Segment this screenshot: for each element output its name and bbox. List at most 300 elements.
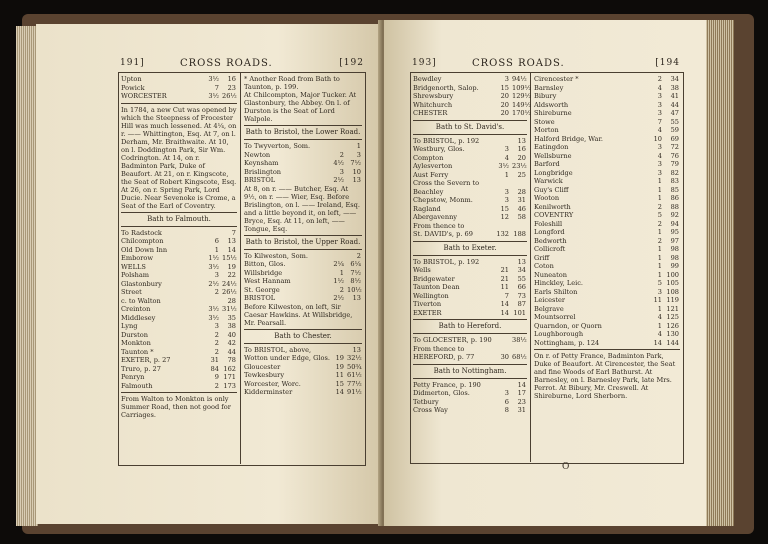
route-row: [121, 229, 237, 238]
route-row: [534, 322, 680, 331]
place-name: Tewkesbury: [244, 371, 285, 379]
place-name: Mountsorrel: [534, 313, 576, 321]
place-name: Whitchurch: [413, 100, 453, 109]
stage-miles: 14: [500, 300, 509, 308]
stage-miles: 8: [504, 406, 509, 414]
place-name: Old Down Inn: [121, 245, 168, 254]
stage-miles: 3: [657, 92, 662, 100]
place-name: Beachley: [413, 187, 444, 196]
total-miles: 101: [513, 308, 526, 317]
route-row: [121, 254, 237, 263]
total-miles: 44: [670, 100, 679, 109]
place-name: Bridgenorth, Salop.: [413, 83, 479, 92]
page-number-192: [192: [339, 58, 364, 68]
page-number-191: 191]: [120, 58, 145, 68]
left-col-a: [121, 75, 237, 419]
route-row: [534, 84, 680, 93]
place-name: COVENTRY: [534, 211, 574, 219]
place-name: Aldsworth: [534, 100, 569, 109]
total-miles: 121: [666, 304, 679, 313]
route-row: [244, 363, 362, 372]
route-row: [534, 118, 680, 127]
divider-rule: [413, 378, 527, 379]
place-name: EXETER, p. 27: [121, 356, 171, 364]
stage-miles: 3: [504, 145, 509, 153]
stage-miles: 3: [657, 143, 662, 151]
stage-miles: 1: [504, 170, 509, 179]
route-row: [534, 288, 680, 297]
route-row: [413, 196, 527, 205]
stage-miles: 4: [657, 83, 662, 92]
place-name: Penryn: [121, 373, 145, 381]
place-name: Cirencester *: [534, 75, 579, 83]
route-row: [413, 283, 527, 292]
route-row: [534, 220, 680, 229]
right-col-b: [534, 75, 680, 400]
route-row: [413, 154, 527, 163]
divider-rule: [244, 139, 362, 140]
stage-miles: 3: [214, 322, 219, 330]
total-miles: 109½: [512, 83, 531, 92]
route-note: On r. of Petty France, Badminton Park, Duke of Beaufort. At Cirencester, the Seat and fine Woods of Earl Bathurst. At Barnesley, on l. Barnesley Park, late Mrs. Perrot. At Bibury, Mr. Creswell. At Shireburne, Lord Sherborn.: [534, 352, 676, 400]
stage-miles: 4: [657, 330, 662, 338]
route-row: [534, 186, 680, 195]
place-name: Taunton *: [121, 347, 154, 356]
total-miles: 94½: [512, 75, 527, 83]
total-miles: 79: [670, 160, 679, 168]
place-name: Truro, p. 27: [121, 364, 161, 373]
stage-miles: 14: [653, 338, 662, 347]
route-row: [121, 365, 237, 374]
total-miles: 28: [227, 296, 236, 305]
place-name: Cross Way: [413, 406, 448, 414]
total-miles: 82: [670, 168, 679, 177]
route-row: [534, 126, 680, 135]
total-miles: 26½: [222, 92, 237, 100]
route-row: [244, 346, 362, 355]
place-name: Eatingdon: [534, 143, 569, 151]
place-name: Guy's Cliff: [534, 185, 569, 194]
route-note: At 8, on r. —— Butcher, Esq. At 9½, on r. —— Wier, Esq. Before Brislington, on l. —— Ireland, Esq. and a little beyond it, on left, —— Bryce, Esq. At 11, on left, —— Tongue, Esq.: [244, 184, 361, 233]
total-miles: 34: [517, 266, 526, 274]
page-number-193: 193]: [412, 58, 437, 68]
place-name: Stowe: [534, 117, 555, 126]
stage-miles: 4: [657, 126, 662, 134]
stage-miles: 11: [500, 283, 509, 291]
stage-miles: 31: [210, 356, 219, 364]
divider-rule: [121, 226, 237, 227]
total-miles: 13: [352, 294, 361, 302]
total-miles: 69: [670, 134, 679, 143]
total-miles: 38: [670, 83, 679, 92]
stage-miles: 20: [500, 109, 509, 117]
place-name: Bedworth: [534, 236, 567, 245]
total-miles: 88: [670, 202, 679, 211]
place-name: Coton: [534, 262, 554, 270]
total-miles: 13: [227, 237, 236, 245]
route-row: [413, 222, 527, 231]
total-miles: 94: [670, 219, 679, 228]
place-name: To Twyverton, Som.: [244, 142, 311, 150]
stage-miles: 1: [657, 321, 662, 330]
route-row: [534, 160, 680, 169]
stage-miles: 7: [214, 83, 219, 92]
place-name: Tiverton: [413, 300, 442, 308]
total-miles: 55: [517, 274, 526, 283]
stage-miles: 4: [657, 313, 662, 321]
stage-miles: 1: [657, 194, 662, 202]
stage-miles: 4: [657, 151, 662, 160]
place-name: Wotton under Edge, Glos.: [244, 354, 330, 362]
route-row: [413, 83, 531, 93]
total-miles: 34: [670, 75, 679, 83]
route-row: [534, 169, 680, 178]
place-name: Quarndon, or Quorn: [534, 321, 602, 330]
route-row: [413, 109, 531, 118]
total-miles: 73: [517, 291, 526, 300]
stage-miles: 12: [500, 213, 509, 221]
route-row: [534, 228, 680, 237]
route-row: [121, 280, 237, 289]
total-miles: 42: [227, 339, 236, 347]
stage-miles: 1: [657, 177, 662, 185]
stage-miles: 3: [214, 271, 219, 279]
stage-miles: 2: [657, 236, 662, 245]
route-row: [413, 171, 527, 180]
divider-rule: [244, 343, 362, 344]
stage-miles: 19: [335, 362, 344, 371]
route-row: [121, 314, 237, 323]
total-miles: 119: [666, 296, 679, 304]
route-row: [121, 382, 237, 391]
total-miles: 23: [227, 83, 236, 92]
total-miles: 100: [666, 270, 679, 279]
stage-miles: 15: [335, 379, 344, 388]
route-row: [534, 211, 680, 220]
stage-miles: 132: [496, 230, 509, 238]
stage-miles: 1: [657, 185, 662, 194]
route-row: [244, 159, 362, 168]
place-name: Brislington: [244, 167, 282, 176]
route-row: [534, 339, 680, 348]
stage-miles: 3: [504, 187, 509, 196]
total-miles: 38½: [512, 336, 527, 344]
place-name: Worcester, Worc.: [244, 379, 301, 388]
stage-miles: 6: [214, 237, 219, 245]
place-name: To BRISTOL, p. 192: [413, 136, 480, 145]
route-row: [244, 277, 362, 286]
right-col-a: [413, 75, 531, 415]
place-name: Barford: [534, 160, 560, 168]
route-row: [121, 356, 237, 365]
total-miles: 14: [227, 245, 236, 254]
stage-miles: 1: [657, 270, 662, 279]
route-row: [121, 263, 237, 272]
total-miles: 170½: [512, 109, 531, 117]
place-name: Longbridge: [534, 168, 573, 177]
total-miles: 47: [670, 109, 679, 117]
total-miles: 3: [356, 150, 361, 159]
place-name: Collicroft: [534, 245, 566, 253]
place-name: St. George: [244, 285, 280, 294]
total-miles: 77½: [347, 379, 362, 388]
route-row: [413, 179, 527, 188]
stage-miles: 21: [500, 274, 509, 283]
route-row: [413, 292, 527, 301]
route-row: [413, 309, 527, 318]
stage-miles: 3: [657, 160, 662, 168]
route-row: [244, 269, 362, 278]
route-row: [121, 331, 237, 340]
route-row: [413, 353, 527, 362]
left-page-edges: [16, 26, 38, 526]
place-name: Taunton Dean: [413, 283, 460, 291]
route-note: At Chilcompton, Major Tucker. At Glastonbury, the Abbey. On l. of Durston is the Seat of Lord Walpole.: [244, 91, 357, 123]
stage-miles: 3½: [208, 262, 219, 271]
total-miles: 13: [517, 257, 526, 266]
total-miles: 66: [517, 283, 526, 291]
place-name: Nottingham, p. 124: [534, 338, 600, 347]
total-miles: 108: [666, 287, 679, 296]
route-row: [244, 168, 362, 177]
place-name: Tetbury: [413, 397, 439, 406]
total-miles: 83: [670, 177, 679, 185]
place-name: Loughborough: [534, 330, 584, 338]
route-row: [413, 398, 527, 407]
total-miles: 35: [227, 313, 236, 322]
place-name: Shrewsbury: [413, 92, 454, 100]
stage-miles: 1: [657, 253, 662, 262]
route-row: [121, 305, 237, 314]
route-row: [413, 100, 531, 110]
total-miles: 95: [670, 228, 679, 236]
place-name: WELLS: [121, 262, 146, 271]
total-miles: 76: [670, 151, 679, 160]
stage-miles: 2: [214, 288, 219, 296]
place-name: Nuneaton: [534, 270, 567, 279]
route-row: [121, 84, 237, 93]
running-title: CROSS ROADS.: [472, 58, 565, 69]
total-miles: 129½: [512, 92, 531, 100]
route-title: Bath to Exeter.: [443, 243, 497, 252]
place-name: West Hannam: [244, 277, 291, 285]
route-row: [244, 151, 362, 160]
route-row: [244, 354, 362, 363]
route-row: [534, 203, 680, 212]
stage-miles: 1½: [333, 277, 344, 285]
divider-rule: [244, 329, 362, 330]
stage-miles: 84: [210, 364, 219, 373]
place-name: Bibury: [534, 92, 557, 100]
stage-miles: 3½: [208, 92, 219, 100]
route-row: [534, 279, 680, 288]
route-row: [534, 305, 680, 314]
divider-rule: [413, 333, 527, 334]
stage-miles: 2: [657, 219, 662, 228]
place-name: From thence to: [413, 344, 465, 353]
stage-miles: 1: [657, 304, 662, 313]
total-miles: 162: [223, 364, 236, 373]
place-name: Keynsham: [244, 159, 279, 167]
place-name: Foleshill: [534, 219, 563, 228]
total-miles: 173: [223, 381, 236, 390]
total-miles: 13: [352, 176, 361, 184]
route-row: [121, 373, 237, 382]
total-miles: 10: [352, 167, 361, 176]
place-name: To BRISTOL, p. 192: [413, 257, 480, 266]
place-name: Creinton: [121, 305, 151, 313]
total-miles: 24½: [222, 279, 237, 288]
stage-miles: 1: [339, 268, 344, 277]
stage-miles: 3: [504, 75, 509, 83]
route-row: [244, 286, 362, 295]
route-note: In 1784, a new Cut was opened by which the Steepness of Frocester Hill was much lessened. At 4¼, on r. —— Whittington, Esq. At 7, on l. Derham, Mr. Braithwaite. At 10, on l. Doddington Park, Sir Wm. Codrington. At 14, on r. Badminton Park, Duke of Beaufort. At 21, on r. Kingscote, the Seat of Robert Kingscote, Esq. At 26, on r. Spring Park, Lord Ducie. Near Sevenoke is Crome, a Seat of the Earl of Coventry.: [121, 105, 237, 210]
total-miles: 78: [227, 356, 236, 364]
route-title: Bath to Bristol, the Lower Road.: [245, 128, 361, 136]
stage-miles: 3½: [498, 162, 509, 170]
total-miles: 13: [352, 345, 361, 354]
stage-miles: 2½: [208, 279, 219, 288]
stage-miles: 2: [214, 330, 219, 339]
stage-miles: 15: [500, 83, 509, 92]
total-miles: 38: [227, 322, 236, 330]
place-name: Wooton: [534, 194, 560, 202]
stage-miles: 2: [214, 347, 219, 356]
route-row: [534, 330, 680, 339]
stage-miles: 3: [657, 287, 662, 296]
route-row: [244, 252, 362, 261]
place-name: Barnsley: [534, 83, 564, 92]
total-miles: 32½: [347, 354, 362, 362]
place-name: To Kilweston, Som.: [244, 251, 308, 260]
place-name: To GLOCESTER, p. 190: [413, 336, 492, 344]
route-row: [534, 245, 680, 254]
total-miles: 130: [666, 330, 679, 338]
route-row: [244, 388, 362, 397]
place-name: Middlesey: [121, 313, 156, 322]
route-row: [121, 339, 237, 348]
stage-miles: 2: [339, 285, 344, 294]
total-miles: 58: [517, 213, 526, 221]
total-miles: 7: [231, 228, 236, 237]
total-miles: 20: [517, 153, 526, 162]
place-name: Leicester: [534, 296, 566, 304]
route-title: Bath to St. David's.: [435, 122, 505, 131]
route-heading: * Another Road from Bath to Taunton, p. 199.: [244, 75, 340, 91]
stage-miles: 11: [335, 371, 344, 379]
route-row: [534, 101, 680, 110]
route-row: [534, 75, 680, 84]
place-name: Earls Shilton: [534, 287, 578, 296]
stage-miles: 2½: [333, 294, 344, 302]
place-name: Falmouth: [121, 381, 153, 390]
stage-miles: 15: [500, 204, 509, 213]
stage-miles: 2: [657, 75, 662, 83]
divider-rule: [121, 392, 237, 393]
route-title: Bath to Nottingham.: [433, 366, 507, 375]
stage-miles: 7: [657, 117, 662, 126]
place-name: Kidderminster: [244, 388, 293, 396]
total-miles: 86: [670, 194, 679, 202]
route-row: [413, 92, 531, 101]
total-miles: 14: [517, 380, 526, 389]
place-name: Durston: [121, 330, 148, 339]
route-row: [244, 142, 362, 151]
divider-rule: [413, 255, 527, 256]
place-name: Monkton: [121, 339, 151, 347]
route-row: [413, 230, 527, 239]
route-row: [534, 194, 680, 203]
total-miles: 23½: [512, 162, 527, 170]
left-page-header: [120, 58, 364, 72]
total-miles: 61½: [347, 371, 362, 379]
total-miles: 125: [666, 313, 679, 321]
route-row: [413, 381, 527, 390]
place-name: Morton: [534, 126, 559, 134]
stage-miles: 19: [335, 354, 344, 362]
stage-miles: 3: [504, 389, 509, 397]
route-row: [413, 145, 527, 154]
total-miles: 92: [670, 211, 679, 219]
route-row: [534, 92, 680, 101]
total-miles: 10½: [347, 285, 362, 294]
route-row: [413, 137, 527, 146]
total-miles: 28: [517, 187, 526, 196]
place-name: Halford Bridge, War.: [534, 134, 603, 143]
route-row: [413, 345, 527, 354]
place-name: Gloucester: [244, 362, 281, 371]
place-name: Chepstow, Monm.: [413, 196, 473, 204]
total-miles: 41: [670, 92, 679, 100]
total-miles: 50¾: [347, 362, 362, 371]
place-name: Cross the Severn to: [413, 179, 480, 187]
total-miles: 68½: [512, 353, 527, 361]
divider-rule: [413, 364, 527, 365]
stage-miles: 5: [657, 279, 662, 287]
total-miles: 97: [670, 236, 679, 245]
route-row: [413, 205, 527, 214]
stage-miles: 2¼: [333, 260, 344, 268]
route-row: [413, 162, 527, 171]
total-miles: 2: [356, 251, 361, 260]
route-footnote: From Walton to Monkton is only Summer Road, then not good for Carriages.: [121, 395, 231, 419]
stage-miles: 1: [657, 245, 662, 253]
total-miles: 149½: [512, 100, 531, 109]
divider-rule: [413, 120, 527, 121]
stage-miles: 21: [500, 266, 509, 274]
route-row: [121, 246, 237, 255]
place-name: Wellsburne: [534, 151, 572, 160]
signature-mark: O: [562, 462, 570, 472]
divider-rule: [413, 241, 527, 242]
stage-miles: 20: [500, 92, 509, 100]
route-row: [413, 389, 527, 398]
place-name: Ragland: [413, 204, 441, 213]
page-number-194: [194: [655, 58, 680, 68]
right-page-edges: [706, 20, 734, 526]
route-row: [121, 237, 237, 246]
total-miles: 98: [670, 245, 679, 253]
stage-miles: 11: [653, 296, 662, 304]
total-miles: 8½: [350, 277, 361, 285]
total-miles: 17: [517, 389, 526, 397]
route-row: [121, 75, 237, 84]
divider-rule: [244, 235, 362, 236]
place-name: WORCESTER: [121, 92, 167, 100]
place-name: HEREFORD, p. 77: [413, 353, 475, 361]
total-miles: 55: [670, 117, 679, 126]
total-miles: 7½: [350, 268, 361, 277]
